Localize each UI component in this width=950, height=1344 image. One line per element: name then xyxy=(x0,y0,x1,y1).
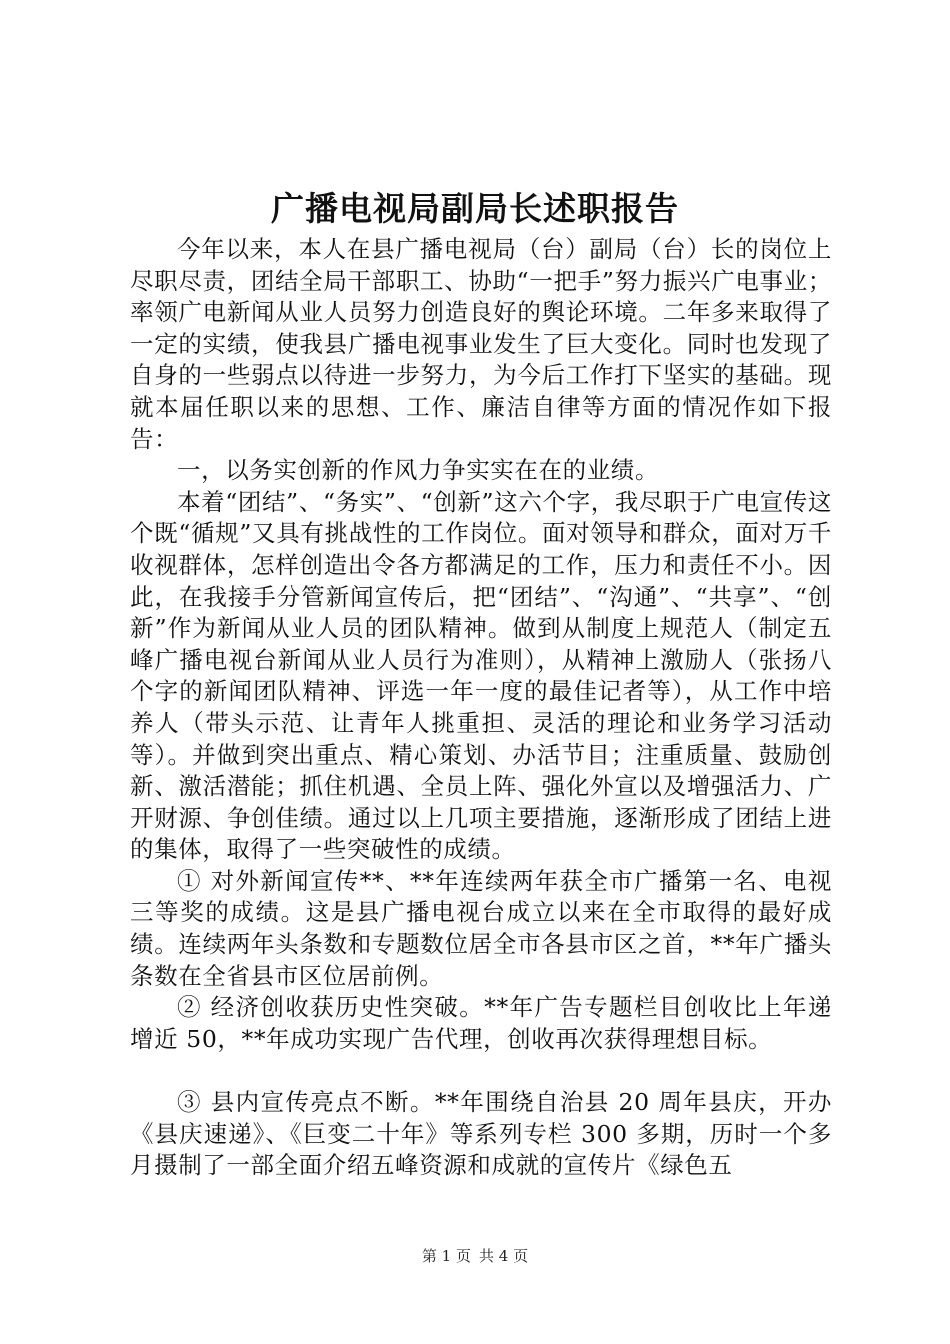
document-title: 广播电视局副局长述职报告 xyxy=(271,189,679,228)
intro-paragraph: 今年以来，本人在县广播电视局（台）副局（台）长的岗位上尽职尽责，团结全局干部职工、协助“一把手”努力振兴广电事业；率领广电新闻从业人员努力创造良好的舆论环境。二年多来取得了一定的实绩，使我县广播电视事业发生了巨大变化。同时也发现了自身的一些弱点以待进一步努力，为今后工作打下坚实的基础。现就本届任职以来的思想、工作、廉洁自律等方面的情况作如下报告： xyxy=(130,235,832,453)
document-body xyxy=(130,234,832,1182)
page-total: 共 4 页 xyxy=(479,1247,529,1265)
page-footer xyxy=(0,1246,950,1266)
page-number: 第 1 页 xyxy=(421,1247,471,1265)
achievement-item-1: ① 对外新闻宣传**、**年连续两年获全市广播第一名、电视三等奖的成绩。这是县广播电视台成立以来在全市取得的最好成绩。连续两年头条数和专题数位居全市各县市区之首，**年广播头条数在全省县市区位居前例。 xyxy=(130,866,832,990)
achievement-item-2: ② 经济创收获历史性突破。**年广告专题栏目创收比上年递增近 50，**年成功实现广告代理，创收再次获得理想目标。 xyxy=(130,993,832,1053)
body-paragraph: 本着“团结”、“务实”、“创新”这六个字，我尽职于广电宣传这个既“循规”又具有挑战性的工作岗位。面对领导和群众，面对万千收视群体，怎样创造出令各方都满足的工作，压力和责任不小。因此，在我接手分管新闻宣传后，把“团结”、“沟通”、“共享”、“创新”作为新闻从业人员的团队精神。做到从制度上规范人（制定五峰广播电视台新闻从业人员行为准则），从精神上激励人（张扬八个字的新闻团队精神、评选一年一度的最佳记者等），从工作中培养人（带头示范、让青年人挑重担、灵活的理论和业务学习活动等）。并做到突出重点、精心策划、办活节目；注重质量、鼓励创新、激活潜能；抓住机遇、全员上阵、强化外宣以及增强活力、广开财源、争创佳绩。通过以上几项主要措施，逐渐形成了团结上进的集体，取得了一些突破性的成绩。 xyxy=(130,487,832,864)
achievement-item-3: ③ 县内宣传亮点不断。**年围绕自治县 20 周年县庆，开办《县庆速递》、《巨变二十年》等系列专栏 300 多期，历时一个多月摄制了一部全面介绍五峰资源和成就的宣传片《绿色五 xyxy=(130,1088,832,1180)
section-heading: 一，以务实创新的作风力争实实在在的业绩。 xyxy=(177,456,659,485)
